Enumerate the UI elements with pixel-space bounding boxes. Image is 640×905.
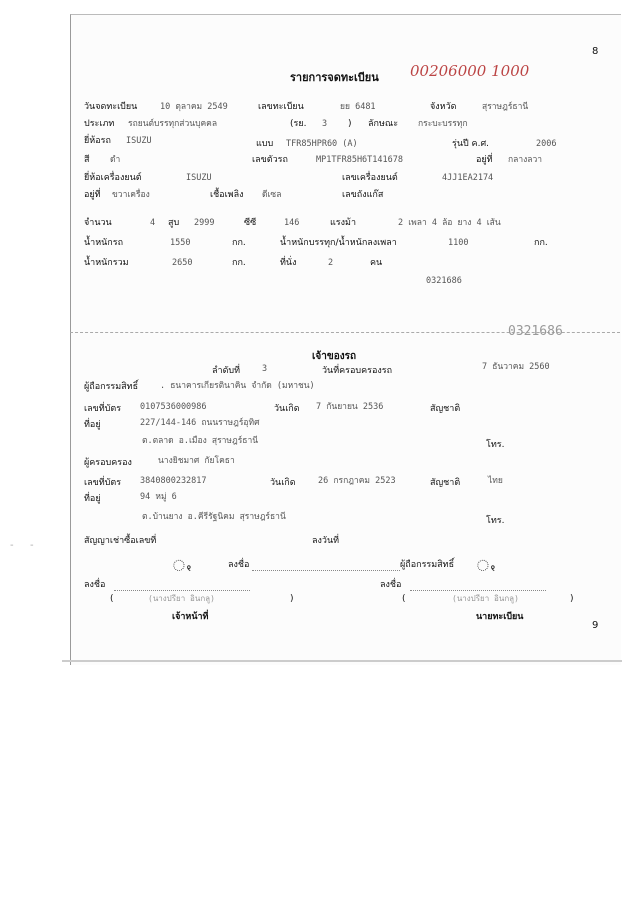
possessor-birth-value: 26 กรกฎาคม 2523 xyxy=(318,476,396,486)
total-weight-unit: กก. xyxy=(232,258,246,268)
sign-label-1: ลงชื่อ xyxy=(228,560,250,570)
sheet-shadow xyxy=(62,660,622,662)
serial-handwritten: 00206000 1000 xyxy=(410,62,530,80)
possess-date-value: 7 ธันวาคม 2560 xyxy=(482,362,550,372)
sig-name-right: (นางปรียา อินกลู) xyxy=(452,594,519,603)
sig-name-left: (นางปรียา อินกลู) xyxy=(148,594,215,603)
sign-label-3: ลงชื่อ xyxy=(380,580,402,590)
cc-value: 2999 xyxy=(194,218,215,228)
possess-date-label: วันที่ครอบครองรถ xyxy=(322,366,393,376)
sig-paren-right-open: ( xyxy=(402,594,406,604)
chassis-label: เลขตัวรถ xyxy=(252,155,288,165)
reg-no-value: ยย 6481 xyxy=(340,102,376,112)
edge-mark: - xyxy=(30,540,34,551)
gas-tank-label: เลขถังแก๊ส xyxy=(342,190,384,200)
id-label: เลขที่บัตร xyxy=(84,404,122,414)
load-value: 1100 xyxy=(448,238,469,248)
chassis-location-value: กลางลวา xyxy=(508,155,543,165)
sign-line-2 xyxy=(114,590,250,591)
holder-signature: ꩻ xyxy=(474,549,497,578)
style-label: ลักษณะ xyxy=(368,119,399,129)
province-value: สุราษฎร์ธานี xyxy=(482,102,529,112)
type-label: ประเภท xyxy=(84,119,115,129)
axle-value: 2 เพลา 4 ล้อ ยาง 4 เส้น xyxy=(398,218,501,228)
hp-label: แรงม้า xyxy=(330,218,357,228)
cylinders-label: จำนวน xyxy=(84,218,112,228)
chassis-value: MP1TFR85H6T141678 xyxy=(316,155,403,165)
reference-number-cut: 0321686 xyxy=(508,324,563,339)
order-value: 3 xyxy=(262,364,268,374)
engine-location-value: ขวาเครื่อง xyxy=(112,190,150,200)
model-label: แบบ xyxy=(256,139,274,149)
owner-title: เจ้าของรถ xyxy=(312,351,357,362)
sig-paren-left-close: ) xyxy=(290,594,294,604)
nationality-label: สัญชาติ xyxy=(430,404,461,414)
possessor-address-line-2: ต.บ้านยาง อ.คีรีรัฐนิคม สุราษฎร์ธานี xyxy=(142,512,286,522)
seats-value: 2 xyxy=(328,258,334,268)
sign-line-1 xyxy=(252,570,400,571)
engine-brand-label: ยี่ห้อเครื่องยนต์ xyxy=(84,173,142,183)
reg-date-value: 10 ตุลาคม 2549 xyxy=(160,102,228,112)
officer-signature: ꩻ xyxy=(170,549,193,578)
load-label: น้ำหนักบรรทุก/น้ำหนักลงเพลา xyxy=(280,238,397,248)
possessor-id-label: เลขที่บัตร xyxy=(84,478,122,488)
total-weight-value: 2650 xyxy=(172,258,193,268)
address-label: ที่อยู่ xyxy=(84,420,101,430)
engine-no-value: 4JJ1EA2174 xyxy=(442,173,494,183)
address-line-2: ต.ตลาด อ.เมือง สุราษฎร์ธานี xyxy=(142,436,259,446)
fuel-label: เชื้อเพลิง xyxy=(210,190,244,200)
engine-no-label: เลขเครื่องยนต์ xyxy=(342,173,398,183)
brand-value: ISUZU xyxy=(126,136,152,146)
possessor-nationality-label: สัญชาติ xyxy=(430,478,461,488)
possessor-address-line-1: 94 หมู่ 6 xyxy=(140,492,177,502)
sign-holder-label: ผู้ถือกรรมสิทธิ์ xyxy=(400,560,455,570)
color-value: ดำ xyxy=(110,155,121,165)
seats-label: ที่นั่ง xyxy=(280,258,297,268)
total-weight-label: น้ำหนักรวม xyxy=(84,258,129,268)
cylinders-unit: สูบ xyxy=(168,218,180,228)
reference-number: 0321686 xyxy=(426,276,462,286)
sign-line-3 xyxy=(410,590,546,591)
seats-unit: คน xyxy=(370,258,383,268)
birth-label: วันเกิด xyxy=(274,404,300,414)
brand-label: ยี่ห้อรถ xyxy=(84,136,111,146)
possessor-label: ผู้ครอบครอง xyxy=(84,458,132,468)
rights-holder-value: . ธนาคารเกียรตินาคิน จำกัด (มหาชน) xyxy=(160,381,315,391)
contract-label: สัญญาเช่าซื้อเลขที่ xyxy=(84,536,157,546)
registration-title: รายการจดทะเบียน xyxy=(290,71,379,84)
color-label: สี xyxy=(84,155,90,165)
reg-date-label: วันจดทะเบียน xyxy=(84,102,138,112)
sig-paren-right-close: ) xyxy=(570,594,574,604)
hp-value: 146 xyxy=(284,218,300,228)
weight-label: น้ำหนักรถ xyxy=(84,238,124,248)
model-value: TFR85HPR60 (A) xyxy=(286,139,358,149)
weight-unit: กก. xyxy=(232,238,246,248)
type-value: รถยนต์บรรทุกส่วนบุคคล xyxy=(128,119,218,129)
tel-label: โทร. xyxy=(486,440,505,450)
rs-label: (รย. xyxy=(290,119,307,129)
page-number-bottom: 9 xyxy=(592,620,599,631)
rs-close: ) xyxy=(348,119,352,129)
edge-mark: - xyxy=(10,540,14,551)
cc-label: ซีซี xyxy=(244,218,257,228)
possessor-value: นางยิชมาศ กัยโคธา xyxy=(158,456,235,466)
order-label: ลำดับที่ xyxy=(212,366,241,376)
possessor-id-value: 3840800232817 xyxy=(140,476,207,486)
sig-paren-left-open: ( xyxy=(110,594,114,604)
possessor-nationality-value: ไทย xyxy=(488,476,503,486)
engine-location-label: อยู่ที่ xyxy=(84,190,101,200)
sign-label-2: ลงชื่อ xyxy=(84,580,106,590)
id-value: 0107536000986 xyxy=(140,402,207,412)
contract-date-label: ลงวันที่ xyxy=(312,536,340,546)
address-line-1: 227/144-146 ถนนราษฎร์อุทิศ xyxy=(140,418,260,428)
reg-no-label: เลขทะเบียน xyxy=(258,102,304,112)
possessor-address-label: ที่อยู่ xyxy=(84,494,101,504)
weight-value: 1550 xyxy=(170,238,191,248)
birth-value: 7 กันยายน 2536 xyxy=(316,402,384,412)
engine-brand-value: ISUZU xyxy=(186,173,212,183)
fuel-value: ดีเซล xyxy=(262,190,282,200)
page-number-top: 8 xyxy=(592,46,599,57)
rs-value: 3 xyxy=(322,119,328,129)
style-value: กระบะบรรทุก xyxy=(418,119,468,129)
province-label: จังหวัด xyxy=(430,102,457,112)
possessor-tel-label: โทร. xyxy=(486,516,505,526)
load-unit: กก. xyxy=(534,238,548,248)
cylinders-value: 4 xyxy=(150,218,156,228)
possessor-birth-label: วันเกิด xyxy=(270,478,296,488)
rights-holder-label: ผู้ถือกรรมสิทธิ์ xyxy=(84,382,139,392)
officer-label: เจ้าหน้าที่ xyxy=(172,612,209,622)
chassis-location-label: อยู่ที่ xyxy=(476,155,493,165)
registrar-label: นายทะเบียน xyxy=(476,612,524,622)
year-label: รุ่นปี ค.ศ. xyxy=(452,139,490,149)
year-value: 2006 xyxy=(536,139,557,149)
